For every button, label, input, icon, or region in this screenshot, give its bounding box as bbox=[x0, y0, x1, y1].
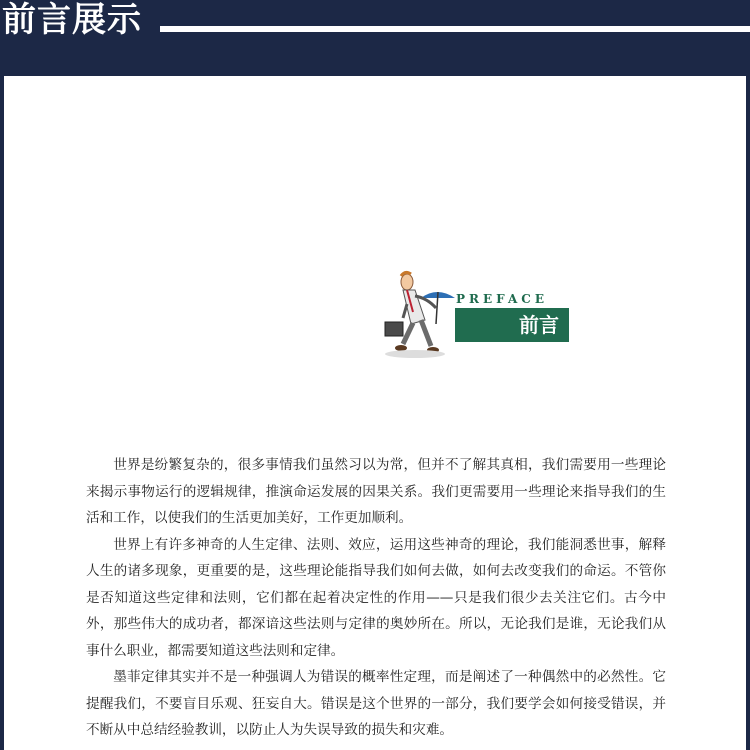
preface-label: 前言 bbox=[519, 313, 559, 337]
preface-word: PREFACE bbox=[456, 292, 548, 306]
paragraph: 世界上有许多神奇的人生定律、法则、效应，运用这些神奇的理论，我们能洞悉世事，解释人生的诸多现象，更重要的是，这些理论能指导我们如何去做，如何去改变我们的命运。不管你是否知道这些定律和法则，它们都在起着决定性的作用——只是我们很少去关注它们。古今中外，那些伟大的成功者，都深谙这些法则与定律的奥妙所在。所以，无论我们是谁，无论我们从事什么职业，都需要知道这些法则和定律。 bbox=[86, 536, 666, 659]
header-rule bbox=[160, 26, 750, 32]
header-bar bbox=[0, 0, 750, 76]
paragraph: 墨菲定律其实并不是一种强调人为错误的概率性定理，而是阐述了一种偶然中的必然性。它提醒我们，不要盲目乐观、狂妄自大。错误是这个世界的一部分，我们要学会如何接受错误，并不断从中总结经验教训，以防止人为失误导致的损失和灾难。 bbox=[86, 669, 666, 738]
preface-body bbox=[86, 452, 666, 744]
preface-label-box bbox=[455, 308, 569, 342]
businessman-umbrella-icon bbox=[381, 268, 461, 360]
paragraph: 世界是纷繁复杂的，很多事情我们虽然习以为常，但并不了解其真相，我们需要用一些理论来揭示事物运行的逻辑规律，推演命运发展的因果关系。我们更需要用一些理论来指导我们的生活和工作，以使我们的生活更加美好，工作更加顺利。 bbox=[86, 457, 666, 526]
header-title: 前言展示 bbox=[2, 0, 142, 40]
preface-emblem bbox=[381, 268, 573, 360]
